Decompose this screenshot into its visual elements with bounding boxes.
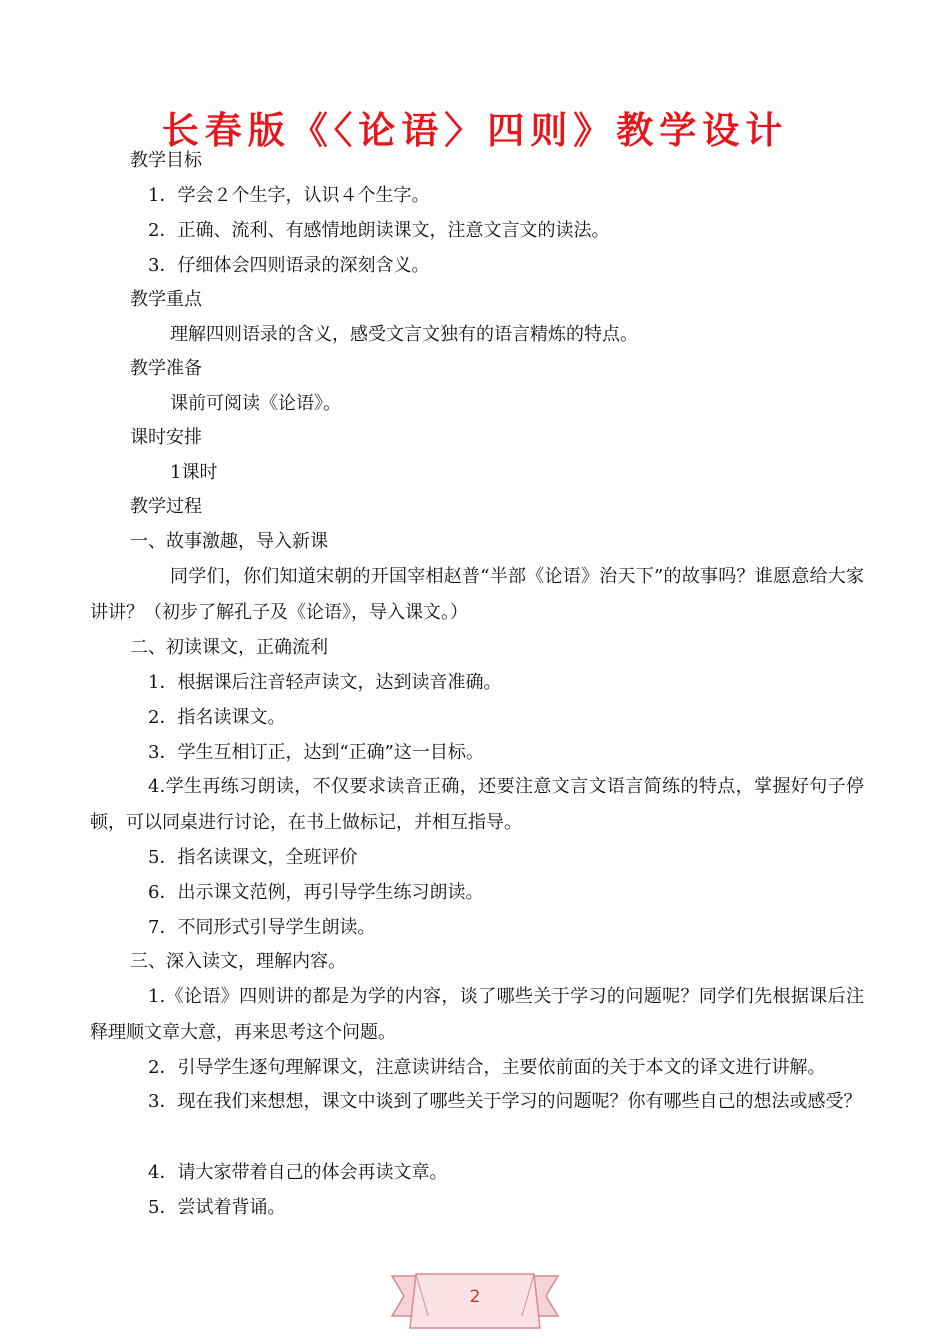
section-2-item-3: 3．学生互相订正，达到“正确”这一目标。 — [148, 742, 484, 763]
time-text: 1课时 — [170, 462, 218, 483]
section-2-item-4: 4.学生再练习朗读，不仅要求读音正确，还要注意文言文语言简练的特点，掌握好句子停顿，可以同桌进行讨论，在书上做标记，并相互指导。 — [90, 776, 864, 833]
section-2-item-1: 1．根据课后注音轻声读文，达到读音准确。 — [148, 672, 502, 693]
section-3-heading: 三、深入读文，理解内容。 — [130, 951, 346, 972]
section-3-item-2: 2．引导学生逐句理解课文，注意读讲结合，主要依前面的关于本文的译文进行讲解。 — [148, 1057, 826, 1078]
section-3-item-3: 3．现在我们来想想，课文中谈到了哪些关于学习的问题呢？你有哪些自己的想法或感受？ — [148, 1091, 862, 1112]
section-2-item-2: 2．指名读课文。 — [148, 707, 286, 728]
section-2-item-5: 5．指名读课文，全班评价 — [148, 847, 358, 868]
page-number: 2 — [469, 1287, 481, 1307]
section-2-item-7: 7．不同形式引导学生朗读。 — [148, 917, 376, 938]
goal-item-3: 3．仔细体会四则语录的深刻含义。 — [148, 255, 430, 276]
goal-item-1: 1．学会２个生字，认识４个生字。 — [148, 185, 430, 206]
goal-item-2: 2．正确、流利、有感情地朗读课文，注意文言文的读法。 — [148, 220, 610, 241]
key-text: 理解四则语录的含义，感受文言文独有的语言精炼的特点。 — [170, 324, 638, 345]
time-heading: 课时安排 — [130, 427, 202, 448]
section-2-heading: 二、初读课文，正确流利 — [130, 637, 328, 658]
goal-heading: 教学目标 — [130, 150, 202, 171]
key-heading: 教学重点 — [130, 289, 202, 310]
section-1-heading: 一、故事激趣，导入新课 — [130, 531, 328, 552]
document-title: 长春版《〈论语〉四则》教学设计 — [161, 109, 789, 152]
section-3-item-5: 5．尝试着背诵。 — [148, 1197, 286, 1218]
section-3-item-1: 1.《论语》四则讲的都是为学的内容，谈了哪些关于学习的问题呢？同学们先根据课后注释理顺文章大意，再来思考这个问题。 — [90, 986, 864, 1043]
section-1-paragraph: 同学们，你们知道宋朝的开国宰相赵普“半部《论语》治天下”的故事吗？谁愿意给大家讲讲？（初步了解孔子及《论语》，导入课文。） — [90, 566, 864, 623]
prep-text: 课前可阅读《论语》。 — [170, 393, 341, 414]
section-2-item-6: 6．出示课文范例，再引导学生练习朗读。 — [148, 882, 484, 903]
section-3-item-4: 4．请大家带着自己的体会再读文章。 — [148, 1162, 448, 1183]
process-heading: 教学过程 — [130, 496, 202, 517]
prep-heading: 教学准备 — [130, 358, 202, 379]
